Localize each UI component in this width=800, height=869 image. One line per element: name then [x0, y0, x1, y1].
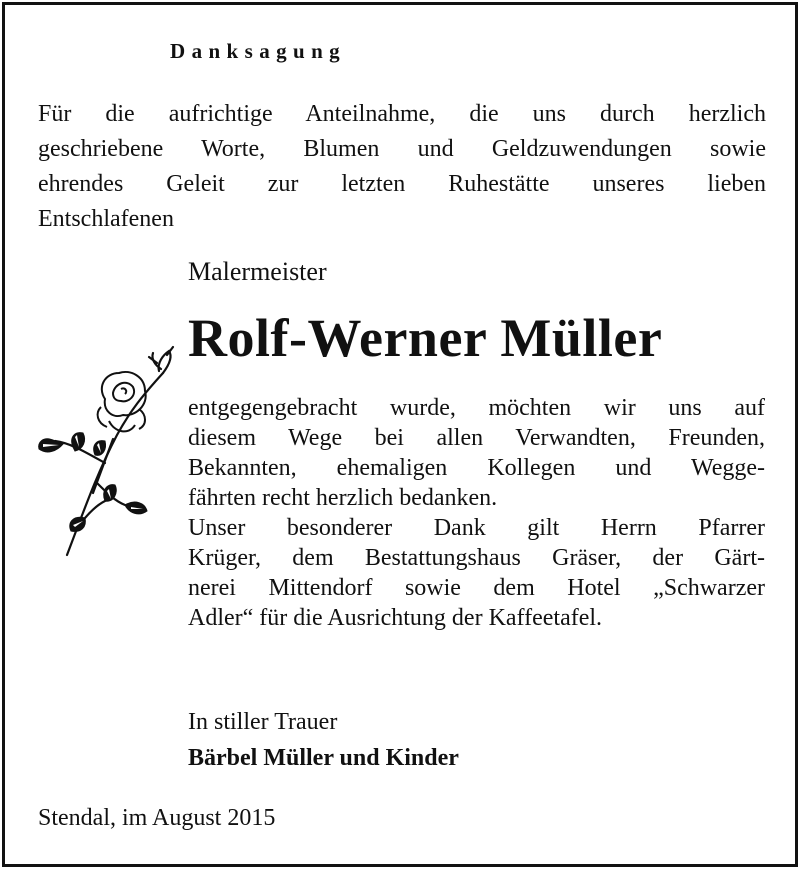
intro-line: Für die aufrichtige Anteilnahme, die uns durch herzlich	[38, 101, 766, 127]
notice-heading: Danksagung	[170, 39, 347, 63]
body-line: Adler“ für die Ausrichtung der Kaffeetafel.	[188, 605, 603, 631]
body-line: nerei Mittendorf sowie dem Hotel „Schwarzer	[188, 575, 765, 601]
thanks-paragraph	[188, 393, 765, 633]
deceased-name: Rolf-Werner Müller	[188, 308, 663, 368]
body-line: Krüger, dem Bestattungshaus Gräser, der Gärt-	[188, 545, 765, 571]
intro-line: ehrendes Geleit zur letzten Ruhestätte unseres lieben	[38, 171, 766, 197]
body-line: Unser besonderer Dank gilt Herrn Pfarrer	[188, 515, 765, 541]
intro-paragraph	[38, 97, 766, 237]
body-line: diesem Wege bei allen Verwandten, Freunden,	[188, 425, 765, 451]
intro-line: Entschlafenen	[38, 206, 174, 232]
deceased-title: Malermeister	[188, 257, 327, 286]
body-line: entgegengebracht wurde, möchten wir uns auf	[188, 395, 765, 421]
intro-line: geschriebene Worte, Blumen und Geldzuwendungen sowie	[38, 136, 766, 162]
body-line: fährten recht herzlich bedanken.	[188, 485, 498, 511]
body-line: Bekannten, ehemaligen Kollegen und Wegge-	[188, 455, 765, 481]
rose-icon	[35, 343, 185, 558]
place-date: Stendal, im August 2015	[38, 805, 276, 831]
mourning-line: In stiller Trauer	[188, 709, 338, 735]
obituary-notice	[2, 2, 798, 867]
signer-name: Bärbel Müller und Kinder	[188, 745, 459, 771]
